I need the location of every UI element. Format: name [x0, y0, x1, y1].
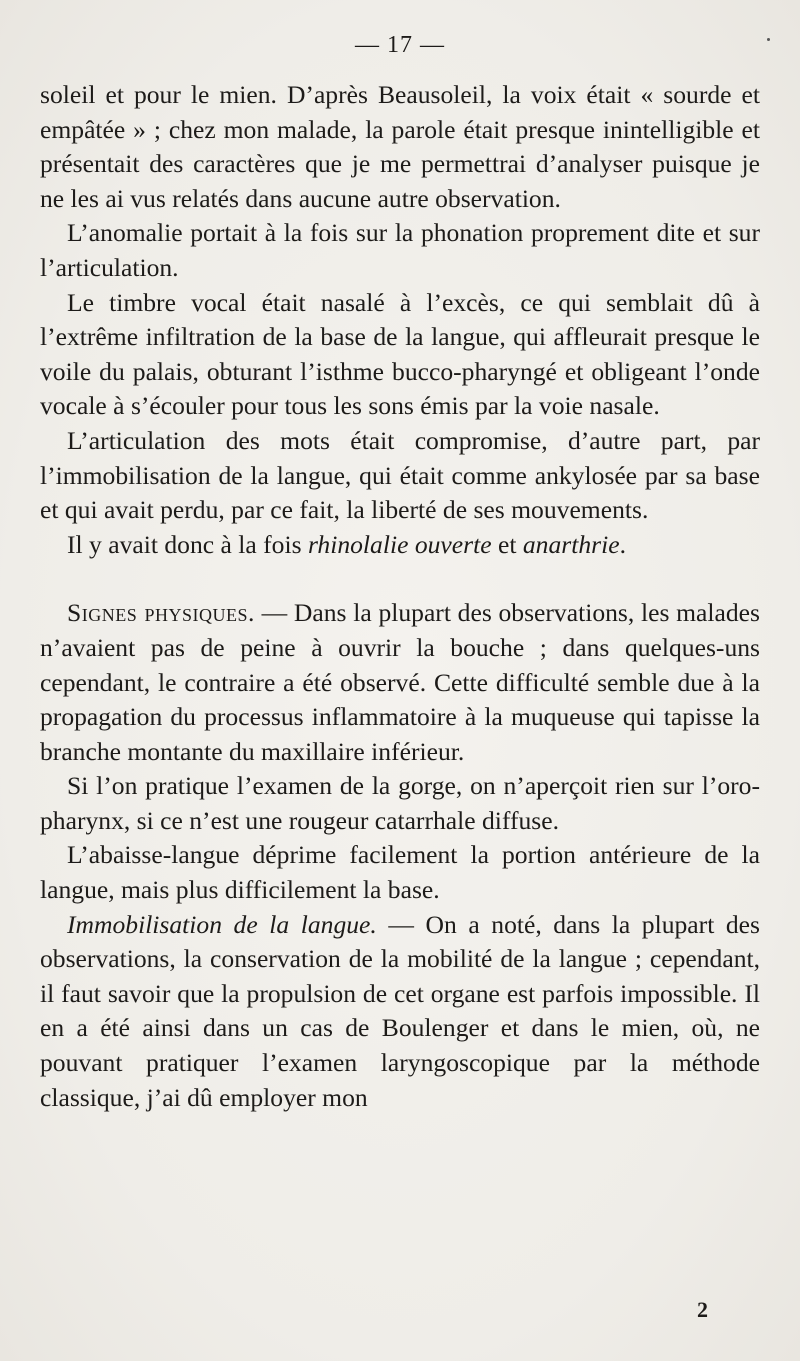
term-anarthrie: anarthrie — [522, 529, 620, 559]
paragraph-1: soleil et pour le mien. D’après Beausoleil, la voix était « sourde et empâtée » ; chez mon malade, la parole était presque inintelligible et présentait des caractères que je me permettrai d’analyser puisque je ne les ai vus relatés dans aucune autre observation. — [40, 80, 760, 213]
paragraph-9 — [40, 908, 760, 1116]
paragraph-7: Si l’on pratique l’examen de la gorge, on n’aperçoit rien sur l’oro-pharynx, si ce n’est une rougeur catarrhale diffuse. — [40, 771, 760, 835]
paragraph-5-lead: Il y avait donc à la fois — [67, 529, 308, 559]
section-heading-signes: Signes physiques. — [67, 598, 255, 628]
term-rhinolalie: rhinolalie ouverte — [307, 529, 492, 559]
paragraph-4: L’articulation des mots était compromise, d’autre part, par l’immobilisation de la langue, qui était comme ankylosée par sa base et qui avait perdu, par ce fait, la liberté de ses mouvements. — [40, 425, 760, 525]
paragraph-9-body: — On a noté, dans la plupart des observations, la conservation de la mobilité de la langue ; cependant, il faut savoir que la propulsion de cet organe est parfois impossible. Il en a été ainsi dans un cas de Boulenger et dans le mien, où, ne pouvant pratiquer l’examen laryngoscopique par la méthode classique, j’ai dû employer mon — [40, 909, 760, 1112]
body-text — [40, 78, 760, 1115]
paragraph-5-conjunction: et — [491, 529, 523, 559]
page-number: — 17 — — [355, 32, 445, 58]
paragraph-6-body: — Dans la plupart des observations, les malades n’avaient pas de peine à ouvrir la bouche ; dans quelques-uns cependant, le contraire a été observé. Cette difficulté semble due à la propagation du processus inflammatoire à la muqueuse qui tapisse la branche montante du maxillaire inférieur. — [40, 598, 761, 766]
paragraph-2: L’anomalie portait à la fois sur la phonation proprement dite et sur l’articulation. — [40, 218, 760, 282]
paragraph-5 — [40, 528, 760, 563]
signature-mark: 2 — [697, 1297, 708, 1322]
section-heading-immobilisation: Immobilisation de la langue. — [67, 909, 377, 939]
paragraph-6 — [40, 596, 760, 769]
paragraph-8: L’abaisse-langue déprime facilement la portion antérieure de la langue, mais plus difficilement la base. — [40, 840, 760, 905]
paragraph-5-end: . — [619, 529, 626, 559]
paragraph-3: Le timbre vocal était nasalé à l’excès, ce qui semblait dû à l’extrême infiltration de la base de la langue, qui affleurait presque le voile du palais, obturant l’isthme bucco-pharyngé et obligeant l’onde vocale à s’écouler pour tous les sons émis par la voie nasale. — [40, 287, 760, 421]
